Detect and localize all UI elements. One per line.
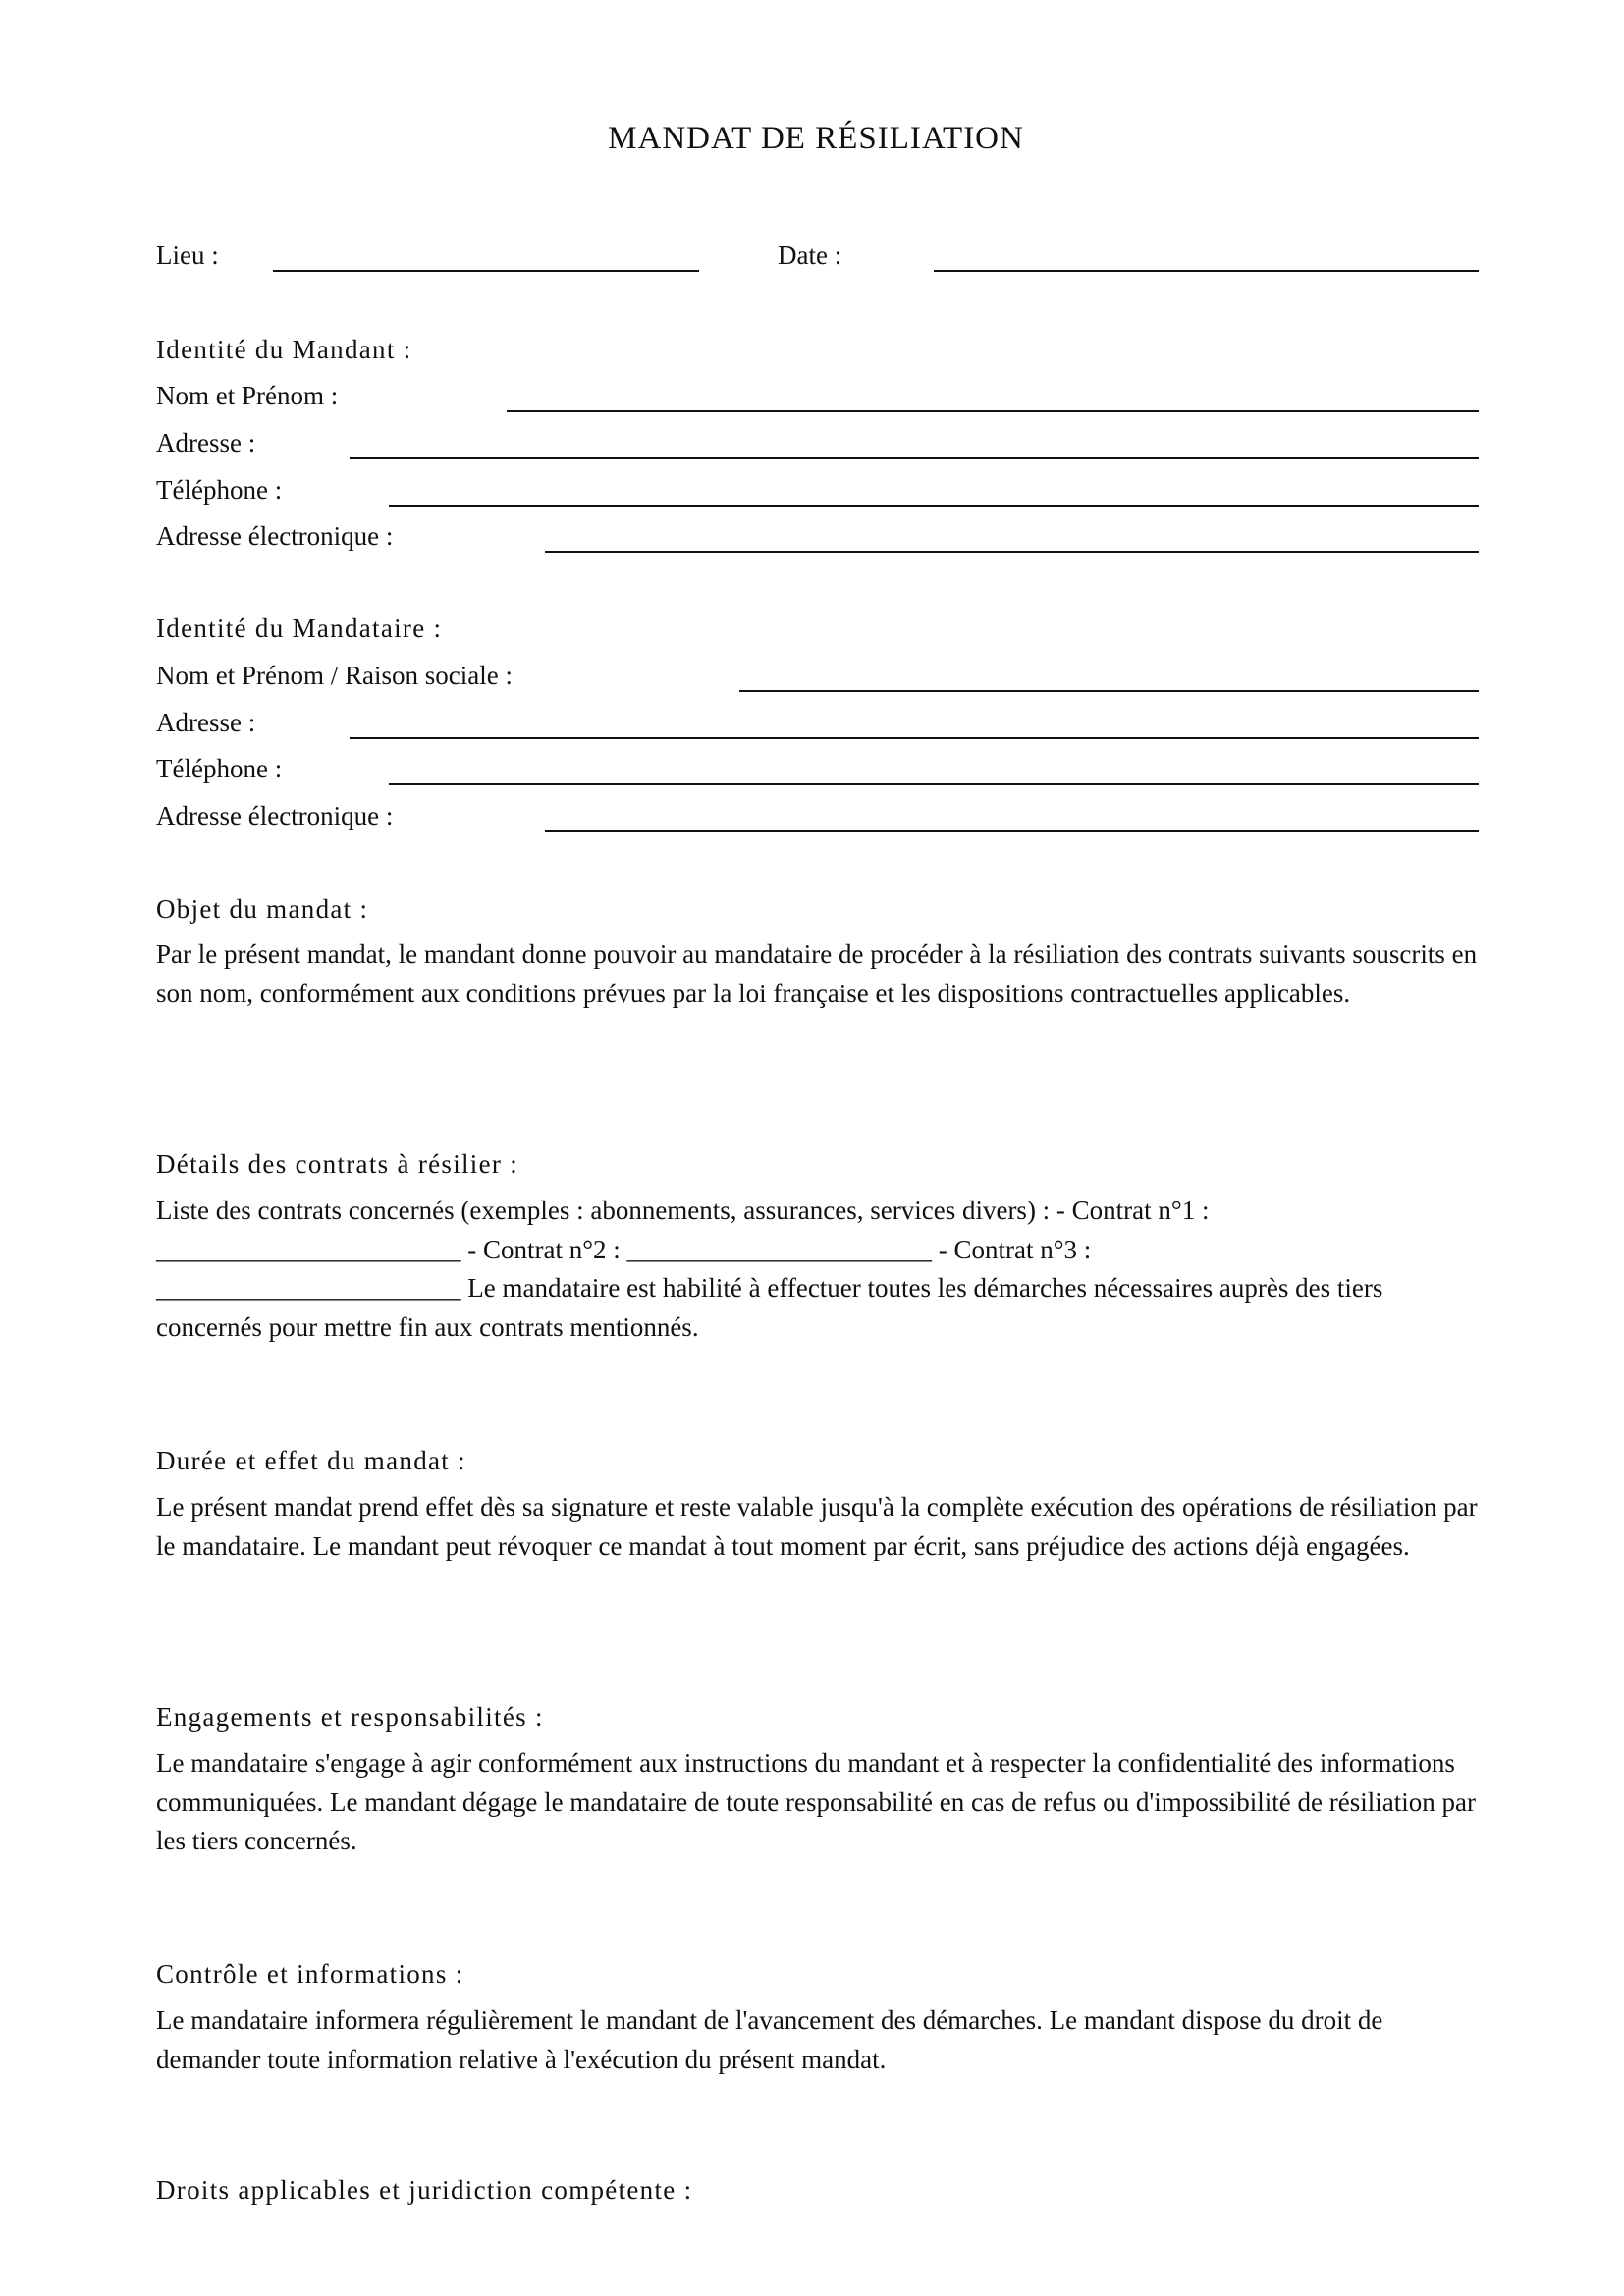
mandant-adresse-label: Adresse : <box>156 428 256 457</box>
engagements-heading: Engagements et responsabilités : <box>156 1702 544 1732</box>
details-outro: Le mandataire est habilité à effectuer toutes les démarches nécessaires auprès des tiers concernés pour mettre fin aux contrats mentionnés. <box>156 1273 1383 1342</box>
details-paragraph <box>156 1192 1491 1347</box>
mandataire-adresse-label: Adresse : <box>156 708 256 737</box>
details-heading: Détails des contrats à résilier : <box>156 1149 519 1179</box>
mandataire-nom-label: Nom et Prénom / Raison sociale : <box>156 661 513 690</box>
droits-heading: Droits applicables et juridiction compétente : <box>156 2175 693 2205</box>
mandant-heading: Identité du Mandant : <box>156 335 412 364</box>
mandant-telephone-field-line[interactable] <box>389 505 1479 507</box>
lieu-field-line[interactable] <box>273 270 699 272</box>
lieu-label: Lieu : <box>156 240 219 270</box>
mandataire-heading: Identité du Mandataire : <box>156 614 443 643</box>
contrat-2-blank[interactable]: _______________________ <box>626 1234 933 1264</box>
mandant-adresse-field-line[interactable] <box>350 457 1479 459</box>
engagements-paragraph: Le mandataire s'engage à agir conformément aux instructions du mandant et à respecter la confidentialité des informations communiquées. Le mandant dégage le mandataire de toute responsabilité en cas de refus ou d'impossibilité de résiliation par les tiers concernés. <box>156 1748 1476 1855</box>
controle-paragraph: Le mandataire informera régulièrement le mandant de l'avancement des démarches. Le mandant dispose du droit de demander toute information relative à l'exécution du présent mandat. <box>156 2005 1383 2074</box>
mandataire-nom-field-line[interactable] <box>739 690 1479 692</box>
mandant-email-label: Adresse électronique : <box>156 521 394 551</box>
mandataire-email-field-line[interactable] <box>545 830 1479 832</box>
details-intro: Liste des contrats concernés (exemples : abonnements, assurances, services divers) : - Contrat n°1 : <box>156 1196 1210 1225</box>
contrat-3-label: - Contrat n°3 : <box>932 1234 1092 1264</box>
contrat-3-blank[interactable]: _______________________ <box>156 1273 461 1303</box>
date-field-line[interactable] <box>934 270 1479 272</box>
objet-paragraph: Par le présent mandat, le mandant donne pouvoir au mandataire de procéder à la résiliation des contrats suivants souscrits en son nom, conformément aux conditions prévues par la loi française et les dispositions contractuelles applicables. <box>156 939 1478 1008</box>
mandant-nom-label: Nom et Prénom : <box>156 381 339 410</box>
mandant-nom-field-line[interactable] <box>507 410 1479 412</box>
contrat-1-blank[interactable]: _______________________ <box>156 1234 461 1264</box>
objet-heading: Objet du mandat : <box>156 894 369 924</box>
duree-heading: Durée et effet du mandat : <box>156 1446 466 1475</box>
contrat-2-label: - Contrat n°2 : <box>460 1234 627 1264</box>
mandataire-telephone-field-line[interactable] <box>389 783 1479 785</box>
controle-heading: Contrôle et informations : <box>156 1959 464 1989</box>
mandataire-email-label: Adresse électronique : <box>156 801 394 830</box>
mandant-telephone-label: Téléphone : <box>156 475 283 505</box>
duree-paragraph: Le présent mandat prend effet dès sa signature et reste valable jusqu'à la complète exécution des opérations de résiliation par le mandataire. Le mandant peut révoquer ce mandat à tout moment par écrit, sans préjudice des actions déjà engagées. <box>156 1492 1478 1561</box>
document-title: MANDAT DE RÉSILIATION <box>608 121 1024 156</box>
date-label: Date : <box>778 240 842 270</box>
mandataire-adresse-field-line[interactable] <box>350 737 1479 739</box>
mandataire-telephone-label: Téléphone : <box>156 754 283 783</box>
mandant-email-field-line[interactable] <box>545 551 1479 553</box>
